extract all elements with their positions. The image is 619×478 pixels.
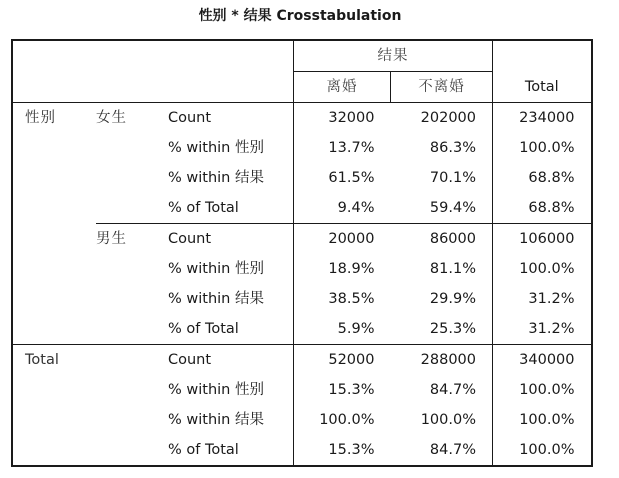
table-title: 性别 * 结果 Crosstabulation: [198, 8, 402, 24]
cell-value: 70.1%: [429, 170, 476, 186]
cell-value: 52000: [294, 345, 391, 376]
stat-label: % of Total: [168, 442, 239, 458]
cell-total: 106000: [493, 224, 592, 255]
cell-value: 32000: [294, 103, 391, 134]
stub-header: [12, 40, 294, 103]
table-row: [12, 405, 592, 435]
cell-value: 61.5%: [294, 163, 391, 193]
table-row: [12, 345, 592, 376]
stat-label: % within 结果: [168, 291, 264, 307]
cell-value: 100.0%: [420, 412, 476, 428]
cell-total: 68.8%: [493, 193, 592, 224]
cell-total: 234000: [493, 103, 592, 134]
cell-total: 100.0%: [493, 254, 592, 284]
row-label-gender: 性别: [25, 110, 56, 126]
table-row: [12, 284, 592, 314]
cell-total: 100.0%: [493, 435, 592, 466]
stat-label: % within 结果: [168, 412, 264, 428]
column-group-header: 结果: [294, 40, 493, 72]
sub-label-female: 女生: [96, 110, 127, 126]
cell-value: 5.9%: [294, 314, 391, 345]
table-row: [12, 435, 592, 466]
cell-value: 86000: [429, 231, 476, 247]
stat-label: Count: [168, 110, 212, 126]
stat-label: Count: [168, 231, 212, 247]
table-row: [12, 133, 592, 163]
cell-value: 9.4%: [294, 193, 391, 224]
table-row: [12, 193, 592, 224]
cell-total: 31.2%: [493, 314, 592, 345]
cell-total: 31.2%: [493, 284, 592, 314]
header-row-group: [12, 40, 592, 72]
cell-value: 86.3%: [429, 140, 476, 156]
column-header-no-divorce: 不离婚: [391, 72, 493, 103]
cell-value: 288000: [420, 352, 476, 368]
table-row: [12, 375, 592, 405]
cell-value: 15.3%: [294, 375, 391, 405]
table-row: [12, 103, 592, 134]
total-column-header: Total: [493, 40, 592, 103]
cell-value: 38.5%: [294, 284, 391, 314]
cell-value: 100.0%: [294, 405, 391, 435]
cell-value: 18.9%: [294, 254, 391, 284]
cell-value: 84.7%: [429, 382, 476, 398]
stat-label: % within 结果: [168, 170, 264, 186]
cell-total: 100.0%: [493, 133, 592, 163]
table-row: [12, 163, 592, 193]
cell-value: 20000: [294, 224, 391, 255]
cell-total: 100.0%: [493, 405, 592, 435]
cell-value: 202000: [420, 110, 476, 126]
stat-label: Count: [168, 352, 212, 368]
cell-total: 100.0%: [493, 375, 592, 405]
column-header-divorce: 离婚: [294, 72, 391, 103]
table-row: [12, 224, 592, 255]
stat-label: % within 性别: [168, 140, 264, 156]
table-row: [12, 314, 592, 345]
stat-label: % of Total: [168, 193, 294, 224]
cell-value: 13.7%: [294, 133, 391, 163]
cell-total: 340000: [493, 345, 592, 376]
table-row: [12, 254, 592, 284]
cell-value: 15.3%: [294, 435, 391, 466]
sub-label-male: 男生: [96, 231, 127, 247]
stat-label: % within 性别: [168, 382, 264, 398]
cell-value: 25.3%: [391, 314, 493, 345]
cell-value: 59.4%: [391, 193, 493, 224]
cell-total: 68.8%: [493, 163, 592, 193]
cell-value: 29.9%: [429, 291, 476, 307]
row-label-total: Total: [25, 352, 59, 368]
cell-value: 81.1%: [429, 261, 476, 277]
stat-label: % within 性别: [168, 261, 264, 277]
cell-value: 84.7%: [429, 442, 476, 458]
stat-label: % of Total: [168, 314, 294, 345]
crosstab-table: [11, 39, 593, 467]
